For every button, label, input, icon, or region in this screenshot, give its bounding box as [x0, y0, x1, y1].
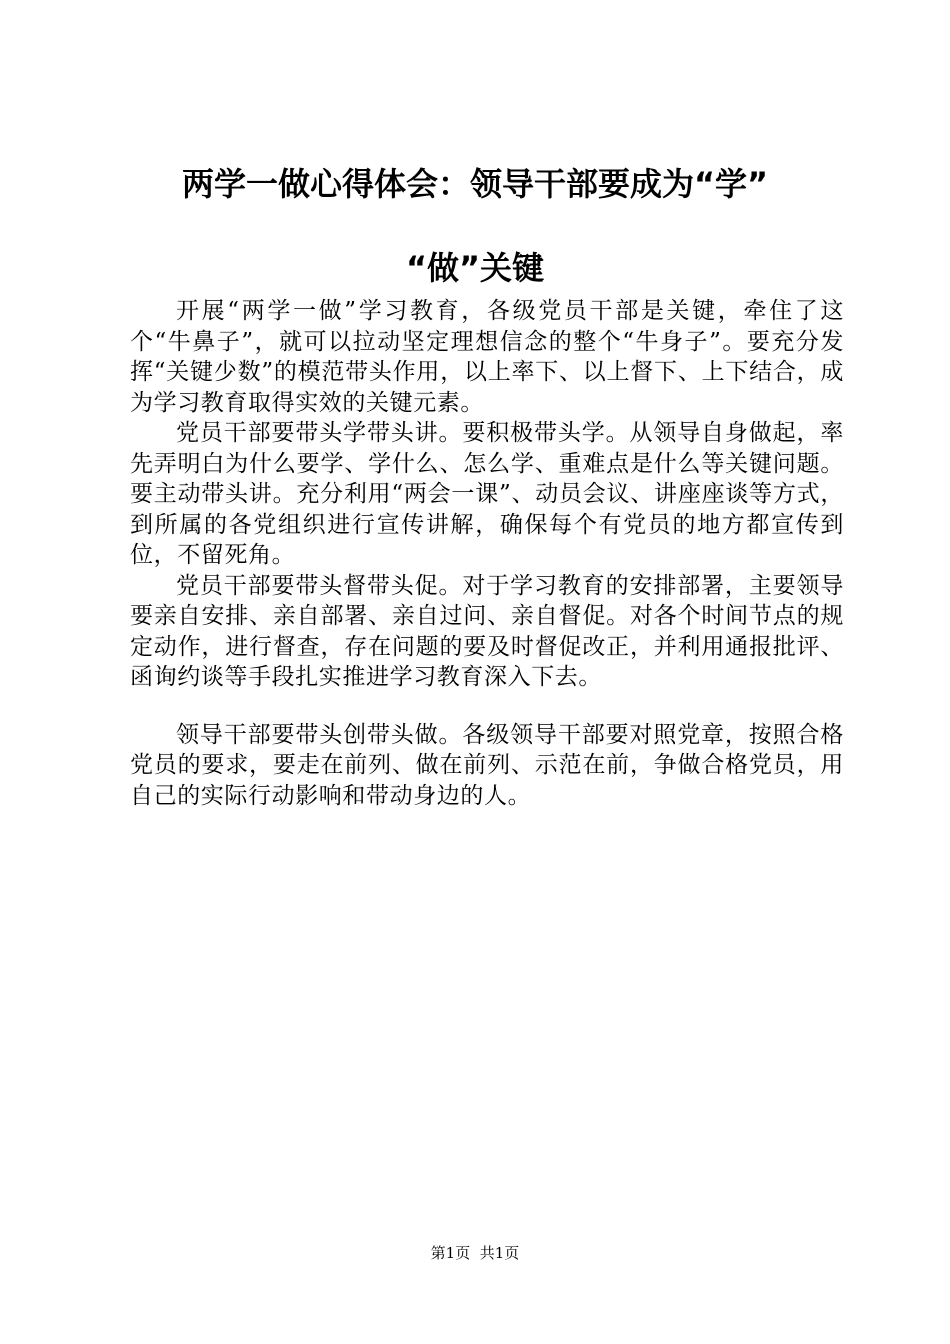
- paragraph-intro: 开展“两学一做”学习教育，各级党员干部是关键，牵住了这个“牛鼻子”，就可以拉动坚定理想信念的整个“牛身子”。要充分发挥“关键少数”的模范带头作用，以上率下、以上督下、上下结合，成为学习教育取得实效的关键元素。: [130, 298, 844, 416]
- document-body: [130, 296, 844, 811]
- paragraph-create-and-do: 领导干部要带头创带头做。各级领导干部要对照党章，按照合格党员的要求，要走在前列、做在前列、示范在前，争做合格党员，用自己的实际行动影响和带动身边的人。: [130, 721, 844, 809]
- document-title-line-1: 两学一做心得体会：领导干部要成为“学”: [181, 165, 769, 203]
- paragraph-study-and-teach: 党员干部要带头学带头讲。要积极带头学。从领导自身做起，率先弄明白为什么要学、学什么、怎么学、重难点是什么等关键问题。要主动带头讲。充分利用“两会一课”、动员会议、讲座座谈等方式，到所属的各党组织进行宣传讲解，确保每个有党员的地方都宣传到位，不留死角。: [130, 420, 844, 568]
- document-title-line-2: “做”关键: [405, 249, 545, 287]
- page-number: 第1页: [430, 1244, 471, 1262]
- paragraph-supervise-and-urge: 党员干部要带头督带头促。对于学习教育的安排部署，主要领导要亲自安排、亲自部署、亲自过问、亲自督促。对各个时间节点的规定动作，进行督查，存在问题的要及时督促改正，并利用通报批评、函询约谈等手段扎实推进学习教育深入下去。: [130, 572, 844, 690]
- page-total: 共1页: [479, 1244, 520, 1262]
- page-footer: [0, 1243, 950, 1263]
